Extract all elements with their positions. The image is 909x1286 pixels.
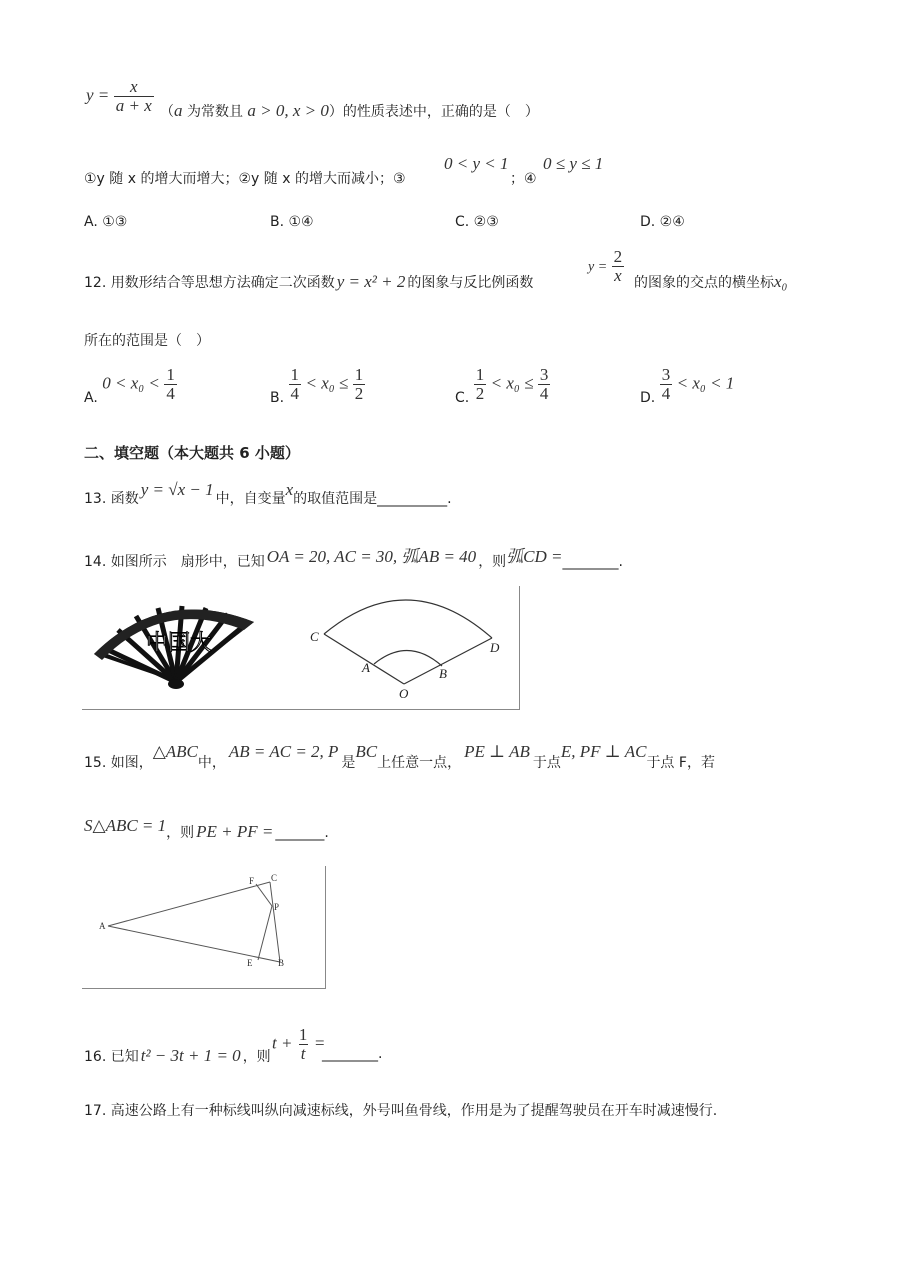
q11-fraction: $\frac{x}{a + x}$ [115, 77, 152, 115]
section-title: 二、填空题（本大题共 6 小题） [84, 444, 300, 462]
q15-figure [82, 866, 326, 989]
q16-blank: ________. [322, 1046, 383, 1062]
q11-formula: y = $\frac{x}{a + x}$ [86, 77, 152, 115]
q12-stem: 12. 用数形结合等思想方法确定二次函数 y = x² + 2 的图象与反比例函数 [84, 272, 534, 291]
fan-picture [94, 606, 254, 689]
svg-text:中国大: 中国大 [146, 631, 213, 656]
q11-option-b: B. ①④ [270, 214, 314, 230]
label-F: F [249, 876, 255, 886]
label-B: B [439, 666, 447, 681]
label-C: C [271, 873, 278, 883]
q11-sep: ；④ [510, 171, 537, 187]
label-O: O [399, 686, 409, 701]
q12-stem-2: 所在的范围是（ ） [84, 333, 210, 349]
fan-diagram [82, 586, 519, 709]
label-E: E [247, 958, 253, 968]
q12-inverse: y = $\frac{2}{x}$ [588, 247, 623, 285]
q15-line2: S△ABC = 1，则 PE + PF = _______. [84, 816, 329, 841]
label-D: D [490, 640, 500, 655]
sector-diagram [324, 600, 492, 684]
label-A: A [99, 921, 106, 931]
q13: 13. 函数 y = √x − 1 中，自变量x的取值范围是__________. [84, 480, 452, 507]
triangle-diagram [82, 866, 325, 988]
label-P: P [274, 902, 280, 912]
q11-stmt4: 0 ≤ y ≤ 1 [543, 154, 604, 173]
q11-option-d: D. ②④ [640, 214, 685, 230]
q11-statements: ①y 随 x 的增大而增大；②y 随 x 的增大而减小；③ [84, 171, 406, 187]
q14: 14. 如图所示 扇形中，已知 OA = 20, AC = 30, 弧AB = 40 ，则弧CD =________. [84, 547, 623, 570]
label-A: A [362, 660, 370, 675]
q12-option-c: C. $\frac{1}{2}$ < x₀ ≤ $\frac{3}{4}$ [455, 365, 549, 407]
label-B: B [278, 958, 285, 968]
q12-option-b: B. $\frac{1}{4}$ < x₀ ≤ $\frac{1}{2}$ [270, 365, 364, 407]
q12-stem-tail: 的图象的交点的横坐标x₀ [634, 272, 788, 291]
q15: 15. 如图，△ABC中，AB = AC = 2, P是BC上任意一点，PE ⊥ AB于点E, PF ⊥ AC于点 F，若 [84, 742, 715, 771]
q14-figure [82, 586, 520, 710]
q12-option-d: D. $\frac{3}{4}$ < x₀ < 1 [640, 365, 735, 407]
q11-stmt3: 0 < y < 1 [444, 154, 509, 173]
q11-option-a: A. ①③ [84, 214, 128, 230]
q16-expr: t + $\frac{1}{t}$ = [272, 1025, 326, 1063]
q17: 17. 高速公路上有一种标线叫纵向减速标线，外号叫鱼骨线，作用是为了提醒驾驶员在开车时减速慢行. [84, 1103, 718, 1119]
q11-condition: （a 为常数且 a > 0, x > 0）的性质表述中，正确的是（ ） [160, 101, 539, 120]
q12-option-a: A. 0 < x₀ < $\frac{1}{4}$ [84, 365, 175, 407]
q16: 16. 已知 t² − 3t + 1 = 0 ，则 [84, 1046, 271, 1065]
label-C: C [310, 629, 319, 644]
q11-option-c: C. ②③ [455, 214, 499, 230]
